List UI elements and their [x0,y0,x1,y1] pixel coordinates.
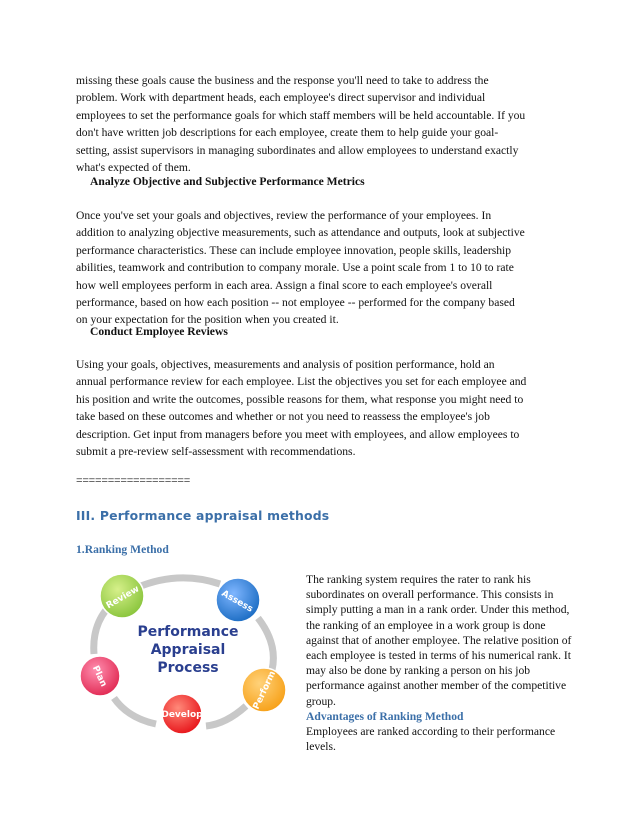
text-line: his position and write the outcomes, possible reasons for them, what response you might need to [76,392,524,406]
heading-analyze-metrics: Analyze Objective and Subjective Performance Metrics [90,175,365,188]
text-line: on your expectation for the position when you created it. [76,313,339,327]
text-line: Employees are ranked according to their performance [306,725,556,739]
arrow-plan-review [94,610,106,654]
text-line: against that of another employee. The relative position of [306,633,572,647]
advantages-heading: Advantages of Ranking Method [306,709,464,723]
text-line: The ranking system requires the rater to rank his [306,573,531,586]
performance-appraisal-diagram [78,566,298,734]
diagram-title-line1: Performance [137,624,239,640]
node-perform-label: Perform [251,669,279,712]
paragraph-goals [76,72,566,176]
text-line: levels. [306,740,336,754]
subsection-title: 1.Ranking Method [76,543,169,556]
text-line: subordinates on overall performance. This consists in [306,588,554,602]
text-line: what's expected of them. [76,161,191,175]
text-line: employees to set the performance goals for which staff members will be held accountable. If you [76,108,526,122]
text-line: performance against another member of the competitive [306,679,567,693]
arrow-assess-perform [258,618,273,670]
text-line: don't have written job descriptions for each employee, create them to help guide your goal- [76,126,499,140]
text-line: setting, assist supervisors in managing subordinates and allow employees to understand exactly [76,143,519,157]
node-review [100,574,144,618]
text-line: annual performance review for each employee. List the objectives you set for each employee and [76,375,527,389]
text-line: problem. Work with department heads, each employee's direct supervisor and individual [76,91,486,105]
section-title: III. Performance appraisal methods [76,508,330,523]
ranking-method-text [306,572,596,754]
text-line: take based on these outcomes and whether or not you need to reassess the employee's job [76,410,490,424]
text-line: performance, based on how each position -- not employee -- performed for the company based [76,296,515,310]
arrow-review-assess [136,578,220,588]
arrow-develop-plan [114,698,156,724]
text-line: missing these goals cause the business and the response you'll need to take to address the [76,74,489,87]
node-perform [242,668,286,712]
text-line: how well employees perform in each area. Assign a final score to each employee's overall [76,278,493,292]
text-line: Using your goals, objectives, measurements and analysis of position performance, hold an [76,358,495,371]
node-plan-label: Plan [89,664,109,689]
diagram-title-line2: Appraisal [150,642,226,658]
node-develop [161,694,203,734]
diagram-title-line3: Process [157,660,219,676]
paragraph-reviews [76,356,566,460]
text-line: Once you've set your goals and objectives, review the performance of your employees. In [76,209,492,222]
text-line: group. [306,694,336,708]
text-line: the ranking of an employee in a work group is done [306,618,546,632]
text-line: submit a pre-review self-assessment with recommendations. [76,445,356,459]
text-line: may also be done by ranking a person on his job [306,664,531,678]
text-line: each employee is tested in terms of his numerical rank. It [306,649,571,663]
node-develop-label: Develop [161,710,203,720]
paragraph-metrics [76,207,566,329]
arrow-perform-develop [206,706,246,726]
text-line: description. Get input from managers before you meet with employees, and allow employees to [76,427,520,441]
text-line: abilities, teamwork and contribution to company morale. Use a point scale from 1 to 10 to rate [76,261,514,275]
text-line: performance characteristics. These can include employee innovation, people skills, leadership [76,243,512,257]
node-plan [80,656,120,696]
separator-line: ================== [76,474,191,487]
heading-conduct-reviews: Conduct Employee Reviews [90,325,228,338]
node-review-label: Review [104,584,142,612]
text-line: addition to analyzing objective measurements, such as attendance and outputs, look at subjective [76,226,525,240]
node-assess [216,578,260,622]
node-assess-label: Assess [219,588,255,615]
text-line: simply putting a man in a rank order. Under this method, [306,603,570,617]
